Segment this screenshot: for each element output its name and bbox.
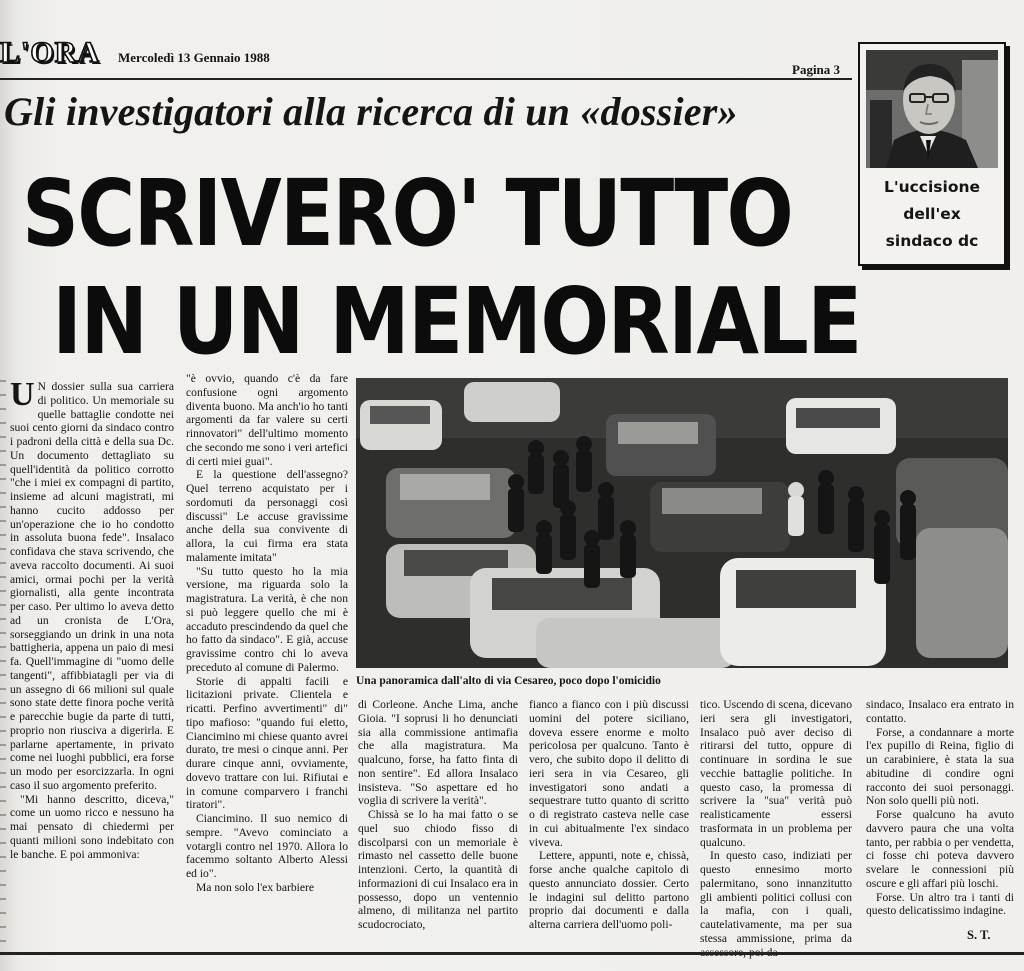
article-paragraph: Ciancimino. Il suo nemico di sempre. "Avevo cominciato a votargli contro nel 1970. Allora lo facemmo soltanto Alberto Alessi ed io". <box>186 812 348 880</box>
article-paragraph: Storie di appalti facili e licitazioni private. Clientela e ricatti. Perfino avvertimenti" di" tipo mafioso: "quando fui eletto, Ciancimino mi chiese quanto avrei durato, tre mesi o cinque anni. Per durare cinque anni, ovviamente, dovevo trattare con lui. Rifiutai e in comune comparvero i franchi tiratori". <box>186 674 348 812</box>
section-label-line-3: sindaco dc <box>885 232 979 250</box>
bottom-rule <box>0 952 1024 955</box>
masthead-rule <box>0 78 852 80</box>
article-paragraph: Chissà se lo ha mai fatto o se quel suo chiodo fisso di discolparsi con un memoriale è rimasto nel cassetto delle buone intenzioni. Certo, la quantità di informazioni di cui Insalaco era in possesso, dopo un ventennio almeno, di militanza nel partito scudocrociato, <box>358 808 518 931</box>
article-column-2 <box>186 372 348 952</box>
portrait-image <box>866 50 998 168</box>
section-label-line-1: L'uccisione <box>883 178 981 196</box>
drop-cap: U <box>10 376 35 413</box>
article-column-1 <box>10 376 174 950</box>
crime-scene-image <box>356 378 1008 668</box>
article-column-6 <box>866 698 1014 926</box>
section-box <box>858 42 1006 266</box>
article-paragraph: "Su tutto questo ho la mia versione, ma riguarda solo la magistratura. La verità, è che non si può leggere quello che mi è accaduto prescindendo da quel che ho fatto da sindaco". E già, accuse gravissime contro chi lo aveva preceduto al comune di Palermo. <box>186 564 348 674</box>
author-signature: S. T. <box>967 928 991 942</box>
article-paragraph: Lettere, appunti, note e, chissà, forse anche qualche capitolo di questo annunciato dossier. Certo le indagini sul delitto partono proprio dai documenti e dalla alterna carriera dell'uomo poli- <box>529 849 689 931</box>
article-paragraph: di Corleone. Anche Lima, anche Gioia. "I soprusi li ho denunciati sia alla commissione antimafia che alla magistratura. Ma qualcuno, forse, ha fatto finta di non sentire". Ed allora Insalaco insisteva. "So aspettare ed ho voglia di scrivere la verità". <box>358 698 518 808</box>
article-paragraph: sindaco, Insalaco era entrato in contatto. <box>866 698 1014 725</box>
page-edge-shadow <box>0 380 6 950</box>
article-column-3 <box>358 698 518 950</box>
article-paragraph: In questo caso, indiziati per questo ennesimo morto palermitano, sono innanzitutto gli ambienti politici collusi con la mafia, con i quali, cautelativamente, ma per sua stessa ammissione, prima da <box>700 849 852 945</box>
article-paragraph: N dossier sulla sua carriera di politico. Un memoriale su quelle battaglie condotte nei suoi cento giorni da sindaco contro i padroni della città e della sua Dc. Un documento dettagliato su quell'identità da politico corrotto "che i miei ex compagni di partito, insieme ad alcuni magistrati, mi hanno cucito addosso per un'operazione che io ho condotto in assoluta buona fede". Insalaco confidava che stava scrivendo, che aveva raccolto documenti. Ai suoi amici, ormai pochi per la verità giornalisti, alla gente incontrata per caso. Per ultimo lo aveva detto ad un cronista de L'Ora, sorseggiando un drink in una nota battigheria, appena un paio di mesi fa. Quell'immagine di "uomo delle tangenti", affibbiatagli per via di un assegno di 66 milioni sul quale sono state dette finora poche verità e parecchie bugie da parte di tutti, proprio non riusciva a digerirla. E parlarne apertamente, in privato come nei luoghi pubblici, era forse un modo per esorcizzarla. In ogni caso il suo argomento preferito. <box>10 380 174 792</box>
section-label-line-2: dell'ex <box>903 205 961 223</box>
article-paragraph: tico. Uscendo di scena, dicevano ieri sera gli investigatori, Insalaco può aver deciso di ritirarsi del tutto, oppure di continuare in sordina le sue vecchie battaglie politiche. In questo caso, la promessa di scrivere la "sua" verità può realisticamente essersi trasformata in un problema per qualcuno. <box>700 698 852 849</box>
photo-caption: Una panoramica dall'alto di via Cesareo, poco dopo l'omicidio <box>356 675 661 687</box>
street-scene-photo <box>356 378 1008 668</box>
article-paragraph: Forse qualcuno ha avuto davvero paura che una volta tanto, per rabbia o per vendetta, ci fosse chi poteva davvero svelare le connessioni più oscure e gli affari più loschi. <box>866 808 1014 890</box>
section-label <box>860 174 1004 255</box>
masthead <box>0 36 850 76</box>
article-paragraph: "Mi hanno descritto, diceva," come un uomo ricco e nessuno ha mai pensato di chiedermi per quanti milioni sono indebitato con le banche. E poi ammoniva: <box>10 792 174 861</box>
issue-date: Mercoledì 13 Gennaio 1988 <box>118 50 270 65</box>
page-number: Pagina 3 <box>792 62 841 77</box>
article-paragraph: Forse. Un altro tra i tanti di questo delicatissimo indagine. <box>866 890 1014 918</box>
article-paragraph: fianco a fianco con i più discussi uomini del potere siciliano, doveva essere enorme e molto pericolosa per qualcuno. Tanto è vero, che subito dopo il delitto di ieri sera in via Cesareo, gli investigatori sono andati a sequestrare tutto quanto di scritto o di registrato casteva nelle case in cui abitualmente l'ex sindaco viveva. <box>529 698 689 849</box>
article-column-5 <box>700 698 852 950</box>
portrait-photo <box>866 50 998 168</box>
newspaper-logo: L'ORA <box>0 36 101 69</box>
article-paragraph: "è ovvio, quando c'è da fare confusione ogni argomento diventa buono. Ma anch'io ho tanti argomenti da far valere su certi rinnovatori" dell'ultimo momento che secondo me sono i veri artefici di certi miei guai". <box>186 372 348 468</box>
article-column-4 <box>529 698 689 950</box>
kicker-headline: Gli investigatori alla ricerca di un «dossier» <box>4 89 738 134</box>
main-headline-line-2: IN UN MEMORIALE <box>52 268 861 375</box>
article-paragraph: Forse, a condannare a morte l'ex pupillo di Reina, figlio di un carabiniere, è stata la sua abitudine di condire ogni racconto dei suoi personaggi. Non solo quelli più noti. <box>866 725 1014 808</box>
main-headline-line-1: SCRIVERO' TUTTO <box>22 160 793 267</box>
article-paragraph: E la questione dell'assegno? Quel terreno acquistato per i sordomuti da personaggi così discussi" Le accuse gravissime anche della sua convivente di allora, la cui firma era stata malamente imitata" <box>186 468 348 564</box>
article-paragraph: Ma non solo l'ex barbiere <box>196 880 314 894</box>
